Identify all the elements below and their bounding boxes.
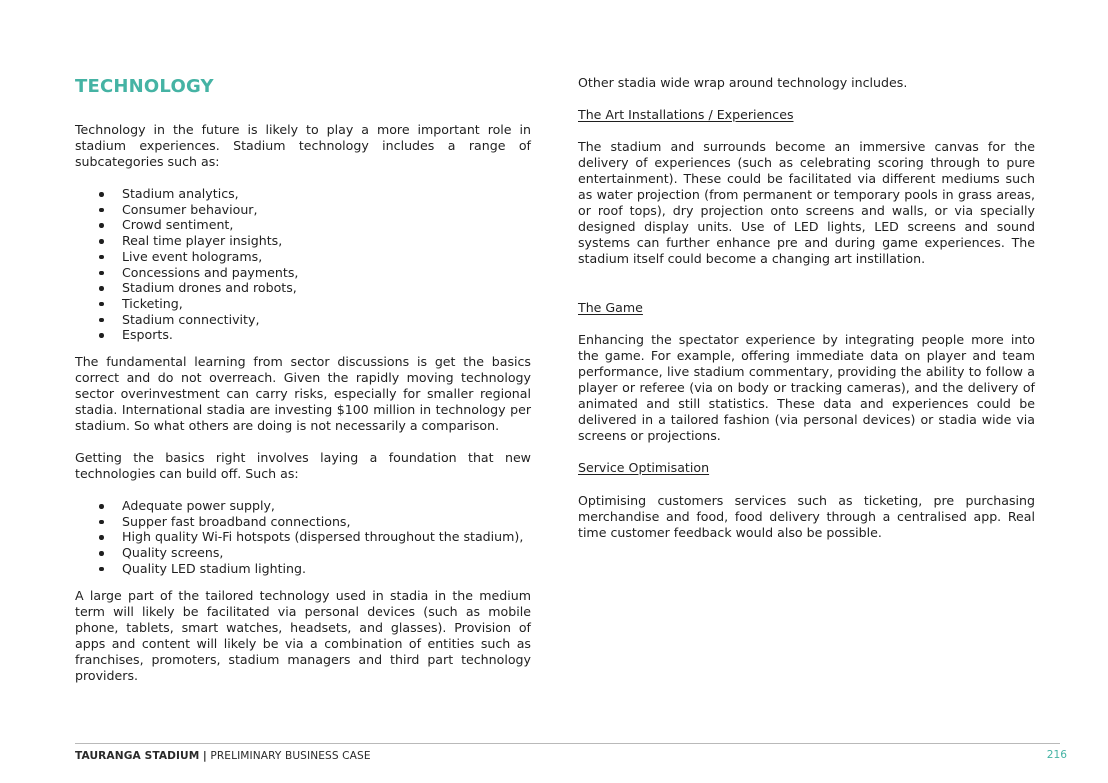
- footer-divider: [75, 743, 1060, 744]
- art-installations-paragraph: The stadium and surrounds become an immersive canvas for the delivery of experiences (such as celebrating scoring through to pure entertainment). These could be facilitated via different mediums such as water projection (from permanent or temporary pools in grass areas, or roof tops), dry projection onto screens and walls, or via specially designed display units. Use of LED lights, LED screens and sound systems can further enhance pre and during game experiences. The stadium itself could become a changing art instillation.: [578, 139, 1035, 266]
- footer-separator: |: [202, 750, 207, 762]
- basics-paragraph: Getting the basics right involves laying a foundation that new technologies can build off. Such as:: [75, 450, 531, 481]
- list-item: Ticketing,: [75, 296, 531, 312]
- subheading-service-optimisation: Service Optimisation: [578, 460, 710, 475]
- section-heading: TECHNOLOGY: [75, 76, 214, 97]
- technology-categories-list: [75, 186, 531, 343]
- wrap-around-intro: Other stadia wide wrap around technology includes.: [578, 75, 908, 90]
- subheading-art-installations: The Art Installations / Experiences: [578, 107, 794, 122]
- service-optimisation-paragraph: Optimising customers services such as ticketing, pre purchasing merchandise and food, food delivery through a centralised app. Real time customer feedback would also be possible.: [578, 493, 1035, 540]
- personal-devices-paragraph: A large part of the tailored technology used in stadia in the medium term will likely be facilitated via personal devices (such as mobile phone, tablets, smart watches, headsets, and glasses). Provision of apps and content will likely be via a combination of entities such as franchises, promoters, stadium managers and third part technology providers.: [75, 588, 531, 683]
- list-item: Stadium analytics,: [75, 186, 531, 202]
- list-item: Real time player insights,: [75, 233, 531, 249]
- footer-title-bold: TAURANGA STADIUM: [75, 750, 200, 762]
- list-item: Stadium connectivity,: [75, 312, 531, 328]
- the-game-paragraph: Enhancing the spectator experience by integrating people more into the game. For example, offering immediate data on player and team performance, live stadium commentary, providing the ability to follow a player or referee (via on body or tracking cameras), and the delivery of animated and still statistics. These data and experiences could be delivered in a tailored fashion (via personal devices) or stadia wide via screens or projections.: [578, 332, 1035, 443]
- list-item: Stadium drones and robots,: [75, 280, 531, 296]
- list-item: Quality screens,: [75, 545, 531, 561]
- list-item: Esports.: [75, 327, 531, 343]
- footer-subtitle: PRELIMINARY BUSINESS CASE: [210, 750, 371, 762]
- list-item: Supper fast broadband connections,: [75, 514, 531, 530]
- list-item: Adequate power supply,: [75, 498, 531, 514]
- list-item: High quality Wi-Fi hotspots (dispersed throughout the stadium),: [75, 529, 531, 545]
- footer-document-title: [75, 750, 371, 763]
- page-number: 216: [1046, 749, 1067, 761]
- basics-list: [75, 498, 531, 577]
- list-item: Concessions and payments,: [75, 265, 531, 281]
- list-item: Quality LED stadium lighting.: [75, 561, 531, 577]
- list-item: Live event holograms,: [75, 249, 531, 265]
- list-item: Crowd sentiment,: [75, 217, 531, 233]
- subheading-the-game: The Game: [578, 300, 643, 315]
- list-item: Consumer behaviour,: [75, 202, 531, 218]
- fundamentals-paragraph: The fundamental learning from sector discussions is get the basics correct and do not overreach. Given the rapidly moving technology sector overinvestment can carry risks, especially for smaller regional stadia. International stadia are investing $100 million in technology per stadium. So what others are doing is not necessarily a comparison.: [75, 354, 531, 433]
- intro-paragraph: Technology in the future is likely to play a more important role in stadium experiences. Stadium technology includes a range of subcategories such as:: [75, 122, 531, 169]
